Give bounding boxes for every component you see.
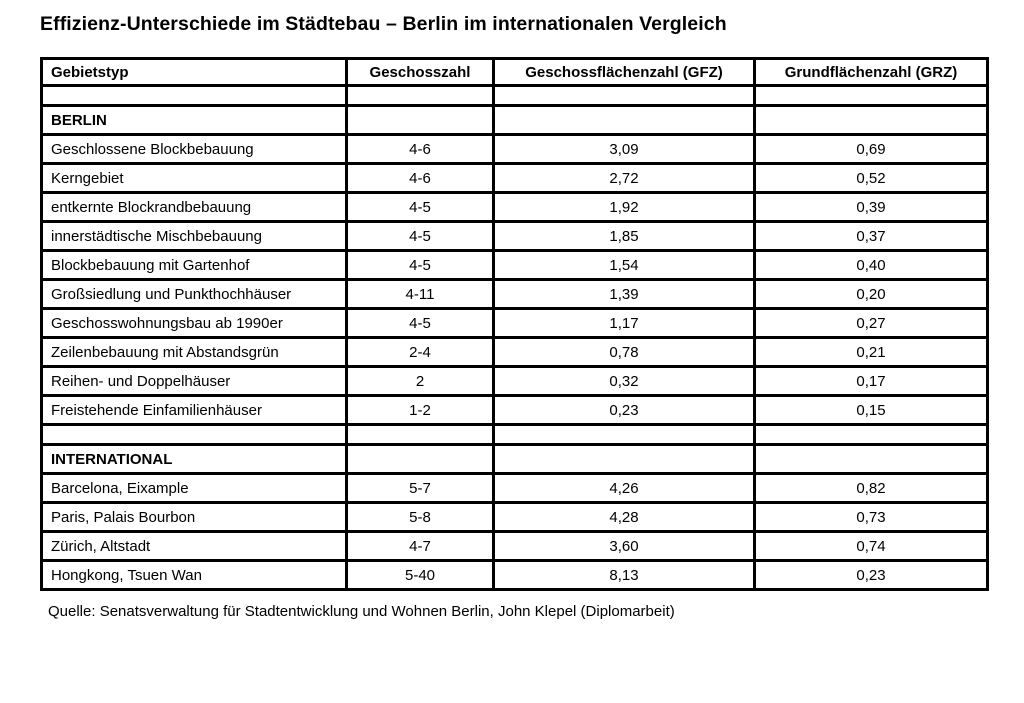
cell-grz: 0,23 <box>755 561 988 590</box>
section-row <box>42 106 988 135</box>
cell-gfz: 1,17 <box>494 309 755 338</box>
cell-gfz: 0,78 <box>494 338 755 367</box>
spacer-row <box>42 425 988 445</box>
table-row <box>42 193 988 222</box>
cell-grz: 0,21 <box>755 338 988 367</box>
cell-grz: 0,37 <box>755 222 988 251</box>
cell-gebietstyp: Kerngebiet <box>42 164 347 193</box>
cell-gfz: 1,54 <box>494 251 755 280</box>
cell-geschosszahl: 4-11 <box>347 280 494 309</box>
cell-grz: 0,17 <box>755 367 988 396</box>
table-body <box>42 86 988 590</box>
cell-geschosszahl: 2-4 <box>347 338 494 367</box>
cell-geschosszahl: 5-7 <box>347 474 494 503</box>
cell-geschosszahl: 4-6 <box>347 164 494 193</box>
cell-grz: 0,40 <box>755 251 988 280</box>
cell-gebietstyp: Zeilenbebauung mit Abstandsgrün <box>42 338 347 367</box>
cell-geschosszahl: 4-5 <box>347 251 494 280</box>
cell-geschosszahl: 4-5 <box>347 193 494 222</box>
table-row <box>42 367 988 396</box>
cell-grz <box>755 445 988 474</box>
cell-gebietstyp: innerstädtische Mischbebauung <box>42 222 347 251</box>
cell-geschosszahl <box>347 86 494 106</box>
cell-geschosszahl: 5-40 <box>347 561 494 590</box>
column-header-grz: Grundflächenzahl (GRZ) <box>755 59 988 86</box>
table-row <box>42 396 988 425</box>
cell-gfz: 2,72 <box>494 164 755 193</box>
cell-gfz: 0,32 <box>494 367 755 396</box>
cell-geschosszahl: 1-2 <box>347 396 494 425</box>
cell-gebietstyp <box>42 425 347 445</box>
cell-geschosszahl <box>347 445 494 474</box>
cell-gebietstyp: INTERNATIONAL <box>42 445 347 474</box>
cell-grz: 0,74 <box>755 532 988 561</box>
table-row <box>42 309 988 338</box>
table-row <box>42 503 988 532</box>
table-row <box>42 251 988 280</box>
cell-gfz: 1,85 <box>494 222 755 251</box>
cell-gebietstyp: Reihen- und Doppelhäuser <box>42 367 347 396</box>
cell-grz: 0,27 <box>755 309 988 338</box>
cell-gfz <box>494 425 755 445</box>
cell-gfz <box>494 86 755 106</box>
cell-grz: 0,39 <box>755 193 988 222</box>
cell-grz <box>755 425 988 445</box>
cell-gfz: 0,23 <box>494 396 755 425</box>
cell-gfz: 8,13 <box>494 561 755 590</box>
page-title: Effizienz-Unterschiede im Städtebau – Berlin im internationalen Vergleich <box>40 13 727 35</box>
cell-geschosszahl: 4-5 <box>347 309 494 338</box>
cell-gfz <box>494 445 755 474</box>
table-row <box>42 474 988 503</box>
cell-grz: 0,20 <box>755 280 988 309</box>
section-row <box>42 445 988 474</box>
cell-gfz: 1,92 <box>494 193 755 222</box>
cell-geschosszahl: 5-8 <box>347 503 494 532</box>
table-row <box>42 280 988 309</box>
cell-gebietstyp: Geschosswohnungsbau ab 1990er <box>42 309 347 338</box>
cell-geschosszahl: 4-5 <box>347 222 494 251</box>
table-row <box>42 164 988 193</box>
cell-geschosszahl: 2 <box>347 367 494 396</box>
table-row <box>42 135 988 164</box>
cell-geschosszahl <box>347 106 494 135</box>
header-row <box>42 59 988 86</box>
table-row <box>42 532 988 561</box>
cell-grz: 0,69 <box>755 135 988 164</box>
cell-grz: 0,73 <box>755 503 988 532</box>
spacer-row <box>42 86 988 106</box>
cell-geschosszahl: 4-6 <box>347 135 494 164</box>
cell-gebietstyp: Geschlossene Blockbebauung <box>42 135 347 164</box>
efficiency-table <box>40 57 989 591</box>
cell-gfz: 4,26 <box>494 474 755 503</box>
cell-geschosszahl <box>347 425 494 445</box>
table-row <box>42 222 988 251</box>
cell-gfz: 3,09 <box>494 135 755 164</box>
column-header-gfz: Geschossflächenzahl (GFZ) <box>494 59 755 86</box>
cell-gebietstyp: Hongkong, Tsuen Wan <box>42 561 347 590</box>
cell-gebietstyp: BERLIN <box>42 106 347 135</box>
cell-grz: 0,52 <box>755 164 988 193</box>
cell-geschosszahl: 4-7 <box>347 532 494 561</box>
cell-gebietstyp: Barcelona, Eixample <box>42 474 347 503</box>
cell-gebietstyp: Freistehende Einfamilienhäuser <box>42 396 347 425</box>
cell-gebietstyp: entkernte Blockrandbebauung <box>42 193 347 222</box>
cell-grz: 0,15 <box>755 396 988 425</box>
table-row <box>42 561 988 590</box>
cell-gfz: 4,28 <box>494 503 755 532</box>
cell-gfz: 1,39 <box>494 280 755 309</box>
cell-grz: 0,82 <box>755 474 988 503</box>
source-note: Quelle: Senatsverwaltung für Stadtentwicklung und Wohnen Berlin, John Klepel (Diplomarbeit) <box>48 603 675 620</box>
column-header-gebietstyp: Gebietstyp <box>42 59 347 86</box>
column-header-geschosszahl: Geschosszahl <box>347 59 494 86</box>
cell-grz <box>755 106 988 135</box>
cell-gebietstyp: Paris, Palais Bourbon <box>42 503 347 532</box>
cell-gfz: 3,60 <box>494 532 755 561</box>
cell-gebietstyp: Blockbebauung mit Gartenhof <box>42 251 347 280</box>
cell-gebietstyp: Großsiedlung und Punkthochhäuser <box>42 280 347 309</box>
cell-gebietstyp: Zürich, Altstadt <box>42 532 347 561</box>
cell-gebietstyp <box>42 86 347 106</box>
cell-gfz <box>494 106 755 135</box>
table-row <box>42 338 988 367</box>
cell-grz <box>755 86 988 106</box>
